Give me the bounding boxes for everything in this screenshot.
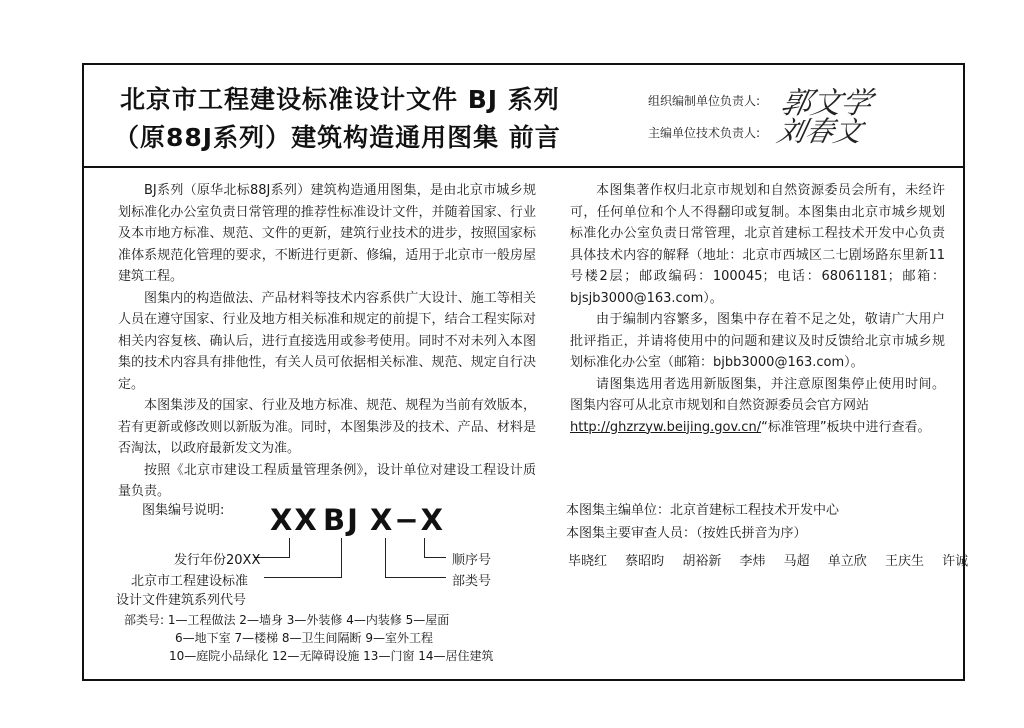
website-link[interactable]: http://ghzrzyw.beijing.gov.cn/ xyxy=(570,419,762,435)
right-column xyxy=(570,180,945,438)
tech-signature: 刘春文 xyxy=(774,115,866,148)
series-connector-h xyxy=(264,577,342,578)
series-label-2: 设计文件建筑系列代号 xyxy=(116,593,247,608)
left-column xyxy=(118,180,536,503)
code-year: XX xyxy=(270,503,319,537)
page-title-line1: 北京市工程建设标准设计文件 BJ 系列 xyxy=(120,85,560,114)
year-label: 发行年份20XX xyxy=(174,553,261,568)
reviewer-name: 李炜 xyxy=(739,554,766,569)
standards-paragraph: 本图集涉及的国家、行业及地方标准、规范、规程为当前有效版本，若有更新或修改则以新版为准。同时，本图集涉及的技术、产品、材料是否淘汰，以政府最新发文为准。 xyxy=(118,398,536,456)
reviewer-name: 蔡昭昀 xyxy=(625,554,665,569)
feedback-paragraph: 由于编制内容繁多，图集中存在着不足之处，敬请广大用户批评指正，并请将使用中的问题和建议及时反馈给北京市城乡规划标准化办公室（邮箱：bjbb3000@163.com）。 xyxy=(570,312,945,370)
reviewer-name: 毕晓红 xyxy=(568,554,608,569)
cat-label: 部类号 xyxy=(452,574,492,589)
categories-line3: 10—庭院小品绿化 12—无障碍设施 13—门窗 14—居住建筑 xyxy=(169,649,494,663)
usage-paragraph: 图集内的构造做法、产品材料等技术内容系供广大设计、施工等相关人员在遵守国家、行业及地方相关标准和规定的前提下，结合工程实际对相关内容复核、确认后，进行直接选用或参考使用。同时不对未列入本图集的技术内容具有排他性，有关人员可依据相关标准、规范、规定自行决定。 xyxy=(118,290,536,392)
reviewer-name: 单立欣 xyxy=(827,554,867,569)
series-label-1: 北京市工程建设标准 xyxy=(131,574,249,589)
edition-text: 请图集选用者选用新版图集，并注意原图集停止使用时间。图集内容可从北京市规划和自然资源委员会官方网站 xyxy=(570,376,945,413)
org-responsible-label: 组织编制单位负责人: xyxy=(648,94,761,108)
cat-connector-h xyxy=(385,577,446,578)
categories-line2: 6—地下室 7—楼梯 8—卫生间隔断 9—室外工程 xyxy=(175,631,433,645)
numbering-label: 图集编号说明: xyxy=(142,503,225,518)
reviewers-label: 本图集主要审查人员：（按姓氏拼音为序） xyxy=(566,526,807,541)
intro-paragraph: BJ系列（原华北标88J系列）建筑构造通用图集，是由北京市城乡规划标准化办公室负责日常管理的推荐性标准设计文件，并随着国家、行业及本市地方标准、规范、文件的更新，建筑行业技术的进步，按照国家标准体系规范化管理的要求，不断进行更新、修编，适用于北京市一般房屋建筑工程。 xyxy=(118,183,536,284)
reviewer-name: 许诚 xyxy=(942,554,969,569)
editor-unit: 本图集主编单位：北京首建标工程技术开发中心 xyxy=(566,503,840,518)
tech-responsible-label: 主编单位技术负责人: xyxy=(648,126,761,140)
code-category-seq: X−X xyxy=(370,503,446,537)
year-connector-v xyxy=(289,538,290,558)
reviewer-name: 胡裕新 xyxy=(682,554,722,569)
code-series: BJ xyxy=(323,503,360,537)
page-title-line2: （原88J系列）建筑构造通用图集 前言 xyxy=(114,123,561,152)
seq-connector-v xyxy=(424,538,425,558)
reviewer-name: 马超 xyxy=(783,554,810,569)
edition-paragraph xyxy=(570,374,945,439)
seq-label: 顺序号 xyxy=(452,553,492,568)
categories-line1: 部类号: 1—工程做法 2—墙身 3—外装修 4—内装修 5—屋面 xyxy=(124,613,450,627)
seq-connector-h xyxy=(424,557,446,558)
reviewer-name: 王庆生 xyxy=(884,554,924,569)
header-divider xyxy=(82,166,965,168)
reviewers-list xyxy=(568,550,982,569)
cat-connector-v xyxy=(385,538,386,578)
quality-paragraph: 按照《北京市建设工程质量管理条例》，设计单位对建设工程设计质量负责。 xyxy=(118,462,536,499)
org-signature: 郭文学 xyxy=(777,86,875,121)
copyright-paragraph: 本图集著作权归北京市规划和自然资源委员会所有，未经许可，任何单位和个人不得翻印或复制。本图集由北京市城乡规划标准化办公室负责日常管理，北京首建标工程技术开发中心负责具体技术内容的解释（地址：北京市西城区二七剧场路东里新11号楼2层；邮政编码：100045；电话：68061181；邮箱： bjsjb3000@163.com）。 xyxy=(570,183,945,306)
series-connector-v xyxy=(341,538,342,578)
edition-text-end: “标准管理”板块中进行查看。 xyxy=(761,419,931,435)
